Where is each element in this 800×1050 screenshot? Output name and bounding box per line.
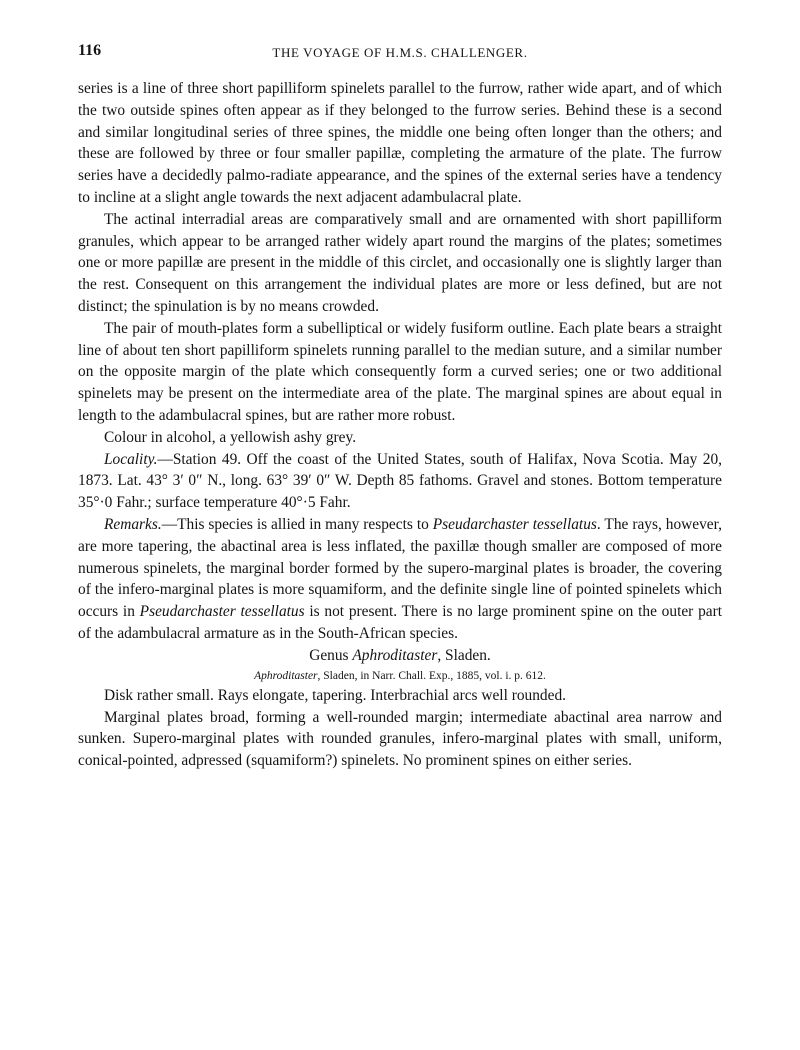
genus-heading (78, 645, 722, 667)
locality-label: Locality. (104, 450, 158, 468)
page-body (78, 78, 722, 772)
locality-text: —Station 49. Off the coast of the United States, south of Halifax, Nova Scotia. May 20, 1873. Lat. 43° 3′ 0″ N., long. 63° 39′ 0″ W. Depth 85 fathoms. Gravel and stones. Bottom temperature 35°·0 Fahr.; surface temperature 40°·5 Fahr. (78, 450, 722, 512)
paragraph-furrow-series: series is a line of three short papilliform spinelets parallel to the furrow, rather wide apart, and of which the two outside spines often appear as if they belonged to the furrow series. Behind these is a second and similar longitudinal series of three spines, the middle one being often longer than the others; and these are followed by three or four smaller papillæ, completing the armature of the plate. The furrow series have a decidedly palmo-radiate appearance, and the spines of the external series have a tendency to incline at a slight angle towards the next adjacent adambulacral plate. (78, 80, 722, 206)
paragraph-actinal-areas: The actinal interradial areas are comparatively small and are ornamented with short papilliform granules, which appear to be arranged rather widely apart round the margins of the plates; sometimes one or more papillæ are present in the middle of this circlet, and occasionally one is slightly larger than the rest. Consequent on this arrangement the individual plates are more or less defined, but are not distinct; the spinulation is by no means crowded. (78, 210, 722, 315)
remarks-text-3: is not present. There is no large prominent spine on the outer part of the adambulacral armature as in the South-African species. (78, 603, 722, 642)
paragraph-genus-disk: Disk rather small. Rays elongate, tapering. Interbrachial arcs well rounded. (104, 686, 566, 704)
remarks-text-1: —This species is allied in many respects to (161, 515, 433, 533)
genus-reference-text: , Sladen, in Narr. Chall. Exp., 1885, vol. i. p. 612. (317, 669, 546, 682)
genus-name: Aphroditaster (352, 646, 438, 664)
paragraph-mouth-plates: The pair of mouth-plates form a subelliptical or widely fusiform outline. Each plate bears a straight line of about ten short papilliform spinelets running parallel to the median suture, and a similar number on the opposite margin of the plate which consequently form a curved series; one or two additional spinelets may be present on the intermediate area of the plate. The marginal spines are about equal in length to the adambulacral spines, but are rather more robust. (78, 319, 722, 424)
genus-suffix: , Sladen. (437, 646, 491, 664)
paragraph-remarks (78, 514, 722, 645)
remarks-species-1: Pseudarchaster tessellatus (432, 515, 597, 533)
genus-reference (78, 667, 722, 685)
remarks-text-2: . The rays, however, are more tapering, the abactinal area is less inflated, the paxillæ though smaller are composed of more numerous spinelets, the marginal border formed by the supero-marginal plates is broader, the covering of the infero-marginal plates is more squamiform, and the definite single line of pointed spinelets which occurs in (78, 515, 722, 621)
genus-reference-name: Aphroditaster (254, 669, 318, 682)
remarks-species-2: Pseudarchaster tessellatus (139, 603, 305, 621)
remarks-label: Remarks. (104, 515, 162, 533)
paragraph-locality (78, 449, 722, 514)
page-header (78, 42, 722, 66)
paragraph-colour: Colour in alcohol, a yellowish ashy grey. (104, 428, 357, 446)
paragraph-genus-marginal-plates: Marginal plates broad, forming a well-rounded margin; intermediate abactinal area narrow and sunken. Supero-marginal plates with rounded granules, infero-marginal plates with small, uniform, conical-pointed, adpressed (squamiform?) spinelets. No prominent spines on either series. (78, 708, 722, 770)
genus-prefix: Genus (309, 646, 353, 664)
running-title: THE VOYAGE OF H.M.S. CHALLENGER. (272, 45, 528, 60)
page-number: 116 (78, 42, 102, 59)
